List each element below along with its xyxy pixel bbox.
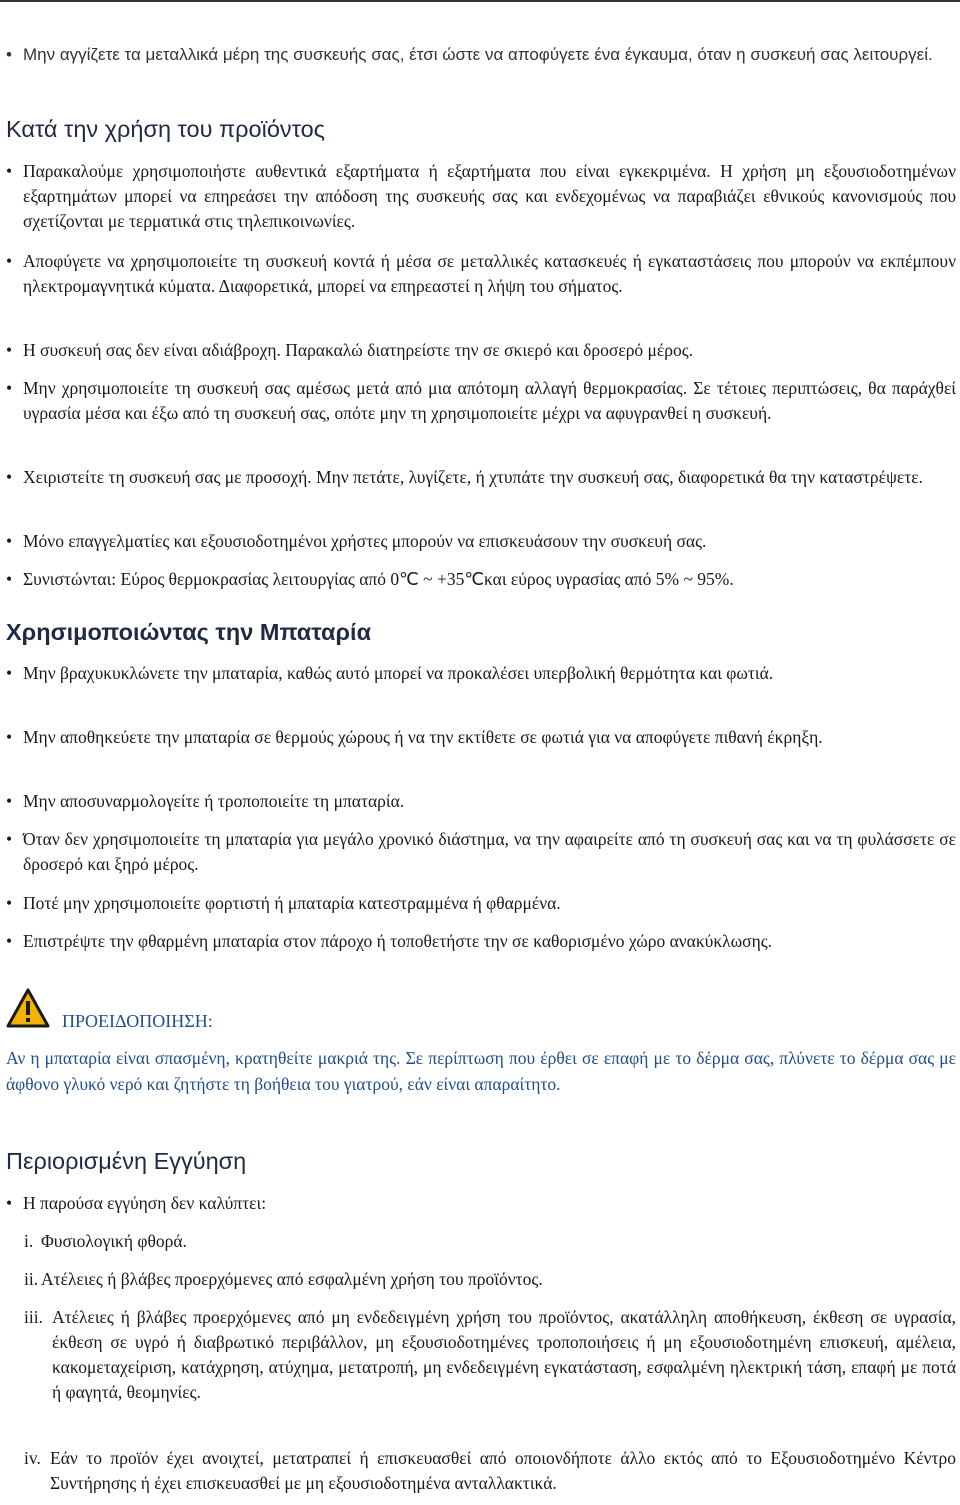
list-item: • Μην αποθηκεύετε την μπαταρία σε θερμούς χώρους ή να την εκτίθετε σε φωτιά για να αποφύγετε πιθανή έκρηξη.	[6, 727, 823, 747]
list-item: • Αποφύγετε να χρησιμοποιείτε τη συσκευή κοντά ή μέσα σε μεταλλικές κατασκευές ή εγκαταστάσεις που μπορούν να εκπέμπουν ηλεκτρομαγνητικά κύματα. Διαφορετικά, μπορεί να επηρεαστεί η λήψη του σήματος.	[6, 251, 956, 296]
list-item: • Μην αποσυναρμολογείτε ή τροποποιείτε τη μπαταρία.	[6, 791, 405, 811]
warranty-sub-item: i. Φυσιολογική φθορά.	[24, 1231, 187, 1251]
warranty-sub-item: ii. Ατέλειες ή βλάβες προερχόμενες από εσφαλμένη χρήση του προϊόντος.	[24, 1269, 543, 1289]
list-item: • Η παρούσα εγγύηση δεν καλύπτει:	[6, 1193, 267, 1213]
warning-callout	[6, 988, 956, 1032]
list-item: • Όταν δεν χρησιμοποιείτε τη μπαταρία για μεγάλο χρονικό διάστημα, να την αφαιρείτε από τη συσκευή σας και να τη φυλάσσετε σε δροσερό και ξηρό μέρος.	[6, 829, 956, 874]
list-item: • Χειριστείτε τη συσκευή σας με προσοχή. Μην πετάτε, λυγίζετε, ή χτυπάτε την συσκευή σας, διαφορετικά θα την καταστρέψετε.	[6, 467, 924, 487]
list-item: • Μην βραχυκυκλώνετε την μπαταρία, καθώς αυτό μπορεί να προκαλέσει υπερβολική θερμότητα και φωτιά.	[6, 663, 774, 683]
warning-text: Αν η μπαταρία είναι σπασμένη, κρατηθείτε μακριά της. Σε περίπτωση που έρθει σε επαφή με το δέρμα σας, πλύνετε το δέρμα σας με άφθονο γλυκό νερό και ζητήστε τη βοήθεια του γιατρού, εάν είναι απαραίτητο.	[6, 1048, 956, 1094]
section-title-battery: Χρησιμοποιώντας την Μπαταρία	[6, 619, 372, 645]
intro-bullet: • Μην αγγίζετε τα μεταλλικά μέρη της συσκευής σας, έτσι ώστε να αποφύγετε ένα έγκαυμα, όταν η συσκευή σας λειτουργεί.	[6, 45, 933, 64]
section-title-warranty: Περιορισμένη Εγγύηση	[6, 1148, 247, 1174]
section-title-usage: Κατά την χρήση του προϊόντος	[6, 116, 325, 142]
list-item: • Μην χρησιμοποιείτε τη συσκευή σας αμέσως μετά από μια απότομη αλλαγή θερμοκρασίας. Σε τέτοιες περιπτώσεις, θα παράχθεί υγρασία μέσα και έξω από τη συσκευή σας, οπότε μην τη χρησιμοποιείτε μέχρι να αφυγρανθεί η συσκευή.	[6, 378, 956, 423]
list-item: • Μόνο επαγγελματίες και εξουσιοδοτημένοι χρήστες μπορούν να επισκευάσουν την συσκευή σας.	[6, 531, 707, 551]
list-item: • Ποτέ μην χρησιμοποιείτε φορτιστή ή μπαταρία κατεστραμμένα ή φθαρμένα.	[6, 893, 561, 913]
list-item: • Επιστρέψτε την φθαρμένη μπαταρία στον πάροχο ή τοποθετήστε την σε καθορισμένο χώρο ανακύκλωσης.	[6, 931, 773, 951]
warranty-sub-item: iii. Ατέλειες ή βλάβες προερχόμενες από μη ενδεδειγμένη χρήση του προϊόντος, ακατάλληλη αποθήκευση, έκθεση σε υγρασία, έκθεση σε υγρό ή διαβρωτικό περιβάλλον, μη εξουσιοδοτημένες τροποποιήσεις ή μη εξουσιοδοτημένη επισκευή, αμέλεια, κακομεταχείριση, κατάχρηση, ατύχημα, μετατροπή, μη ενδεδειγμένη εγκατάσταση, εσφαλμένη ηλεκτρική τάση, επαφή με ποτά ή φαγητά, θεομηνίες.	[24, 1307, 956, 1402]
top-divider	[0, 0, 960, 2]
list-item: • Η συσκευή σας δεν είναι αδιάβροχη. Παρακαλώ διατηρείστε την σε σκιερό και δροσερό μέρος.	[6, 340, 694, 360]
list-item: • Συνιστώνται: Εύρος θερμοκρασίας λειτουργίας από 0℃ ~ +35℃και εύρος υγρασίας από 5% ~ 95%.	[6, 569, 734, 589]
list-item: • Παρακαλούμε χρησιμοποιήστε αυθεντικά εξαρτήματα ή εξαρτήματα που είναι εγκεκριμένα. Η χρήση μη εξουσιοδοτημένων εξαρτημάτων μπορεί να επηρεάσει την απόδοση της συσκευής σας και ενδεχομένως να παραβιάζει εθνικούς κανονισμούς που σχετίζονται με τερματικά στις τηλεπικοινωνίες.	[6, 161, 956, 231]
warranty-sub-item: iv. Εάν το προϊόν έχει ανοιχτεί, μετατραπεί ή επισκευασθεί από οποιονδήποτε άλλο εκτός από το Εξουσιοδοτημένο Κέντρο Συντήρησης ή έχει επισκευασθεί με μη εξουσιοδοτημένα ανταλλακτικά.	[24, 1448, 956, 1493]
warning-label: ΠΡΟΕΙΔΟΠΟΙΗΣΗ:	[62, 1011, 213, 1031]
warning-triangle-icon	[6, 988, 50, 1028]
